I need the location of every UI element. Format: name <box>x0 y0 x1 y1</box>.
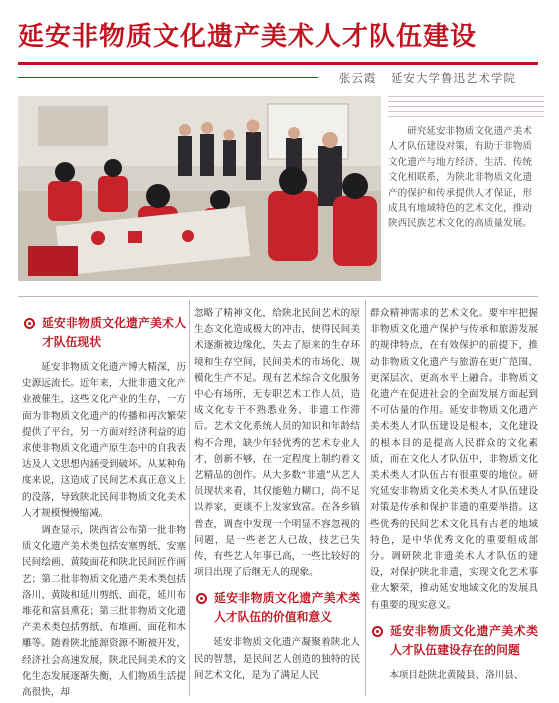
column-divider-2 <box>365 300 366 696</box>
paragraph: 本项目赴陕北黄陵县、洛川县、 <box>389 669 524 681</box>
title-rule <box>18 62 538 65</box>
column-1 <box>22 306 186 698</box>
section-heading-text: 延安非物质文化遗产美术类人才队伍建设存在的问题 <box>390 623 538 657</box>
photo-caption: 研究延安非物质文化遗产美术人才队伍建设对策，有助于非物质文化遗产与地方经济、生活、传统文化相联系，为陕北非物质文化遗产的保护和传承提供人才保证，形成具有地域特色的艺术文化，推动陕西民族艺术文化的高质量发展。 <box>388 126 532 230</box>
article-title: 延安非物质文化遗产美术人才队伍建设 <box>18 22 478 52</box>
classroom-photo-illustration <box>18 96 381 281</box>
body-top-rule <box>18 296 538 297</box>
byline <box>329 70 516 86</box>
paragraph-continued: 忽略了精神文化，给陕北民间艺术的原生态文化造成极大的冲击，使得民间美术逐渐被边缘化，失去了原来的生存环境和生存空间，民间美术的市场化、规模化生产不足。现有艺术综合文化服务中心有场所，无专职艺术工作人员，造成文化专干不熟悉业务、非遗工作滞后。艺术文化系统人员的知识和年龄结构不合理，缺少年轻优秀的艺术专业人才，创新不够，在一定程度上制约着文艺精品的创作。从大多数“非遗”从艺人员现状来看，其仅能勉力糊口，尚不足以养家，更谈不上发家致富。在各乡镇普查，调查中发现一个明显不容忽视的问题，是一些老艺人已故，技艺已失传，有些艺人年事已高，一些比较好的项目出现了后继无人的现象。 <box>194 308 360 579</box>
author-divider <box>18 77 318 78</box>
bullet-circle-icon <box>372 626 383 637</box>
column-2 <box>194 306 360 698</box>
article-photo <box>18 96 381 281</box>
paragraph: 调查显示，陕西省公布第一批非物质文化遗产美术类包括安塞剪纸、安塞民间绘画、黄陵面花和陕北民间匠作画艺；第二批非物质文化遗产美术类包括洛川、黄陵和延川剪纸、面花，延川布堆花和富县熏花；第三批非物质文化遗产美术类包括剪纸、布堆画、面花和木雕等。随着陕北能源资源不断被开发，经济社会高速发展，陕北民间美术的文化生态发展逐渐失衡，人们物质生活提高很快，却 <box>22 525 186 698</box>
author-line <box>18 70 538 86</box>
paragraph: 延安非物质文化遗产博大精深，历史源远流长。近年来，大批非遗文化产业被催生，这些文化产业的生存，一方面为非物质文化遗产的传播和再次繁荣提供了平台，另一方面对经济利益的追求使非物质文化遗产原生态中的自我表达及人文思想内涵受到破坏。从某种角度来说，这造成了民间艺术真正意义上的没落，导致陕北民间非物质文化美术人才规模慢慢缩减。 <box>22 362 186 519</box>
column-3 <box>370 306 538 698</box>
author-name: 张云霞 <box>338 71 377 85</box>
paragraph-continued: 群众精神需求的艺术文化。要牢牢把握非物质文化遗产保护与传承和旅游发展的规律特点，在有效保护的前提下，推动非物质文化遗产与旅游在更广范围、更深层次、更高水平上融合。非物质文化遗产在促进社会的全面发展方面起到不可估量的作用。延安非物质文化遗产美术类人才队伍建设是根本，文化建设的根本目的是提高人民群众的文化素质，而在文化人才队伍中，非物质文化美术类人才队伍占有很重要的地位。研究延安非物质文化美术类人才队伍建设对策是传承和保护非遗的重要举措。这些优秀的民间艺术文化具有古老的地域特色，是中华优秀文化的重要组成部分。调研陕北非遗美术人才队伍的建设，对保护陕北非遗，实现文化艺术事业大繁荣，推动延安地域文化的发展具有重要的现实意义。 <box>370 308 538 611</box>
section-heading-text: 延安非物质文化遗产美术人才队伍现状 <box>42 316 186 349</box>
paragraph: 延安非物质文化遗产凝聚着陕北人民的智慧，是民间艺人创造的独特的民间艺术文化，是为了满足人民 <box>194 637 360 681</box>
bullet-circle-icon <box>24 318 35 329</box>
caption-decoration <box>388 96 544 122</box>
column-divider-1 <box>189 300 190 696</box>
section-heading-3 <box>370 622 538 660</box>
section-heading-1 <box>22 314 186 352</box>
section-heading-text: 延安非物质文化遗产美术类人才队伍的价值和意义 <box>214 591 360 625</box>
bullet-circle-icon <box>196 593 207 604</box>
author-affiliation: 延安大学鲁迅艺术学院 <box>391 71 516 85</box>
section-heading-2 <box>194 589 360 627</box>
